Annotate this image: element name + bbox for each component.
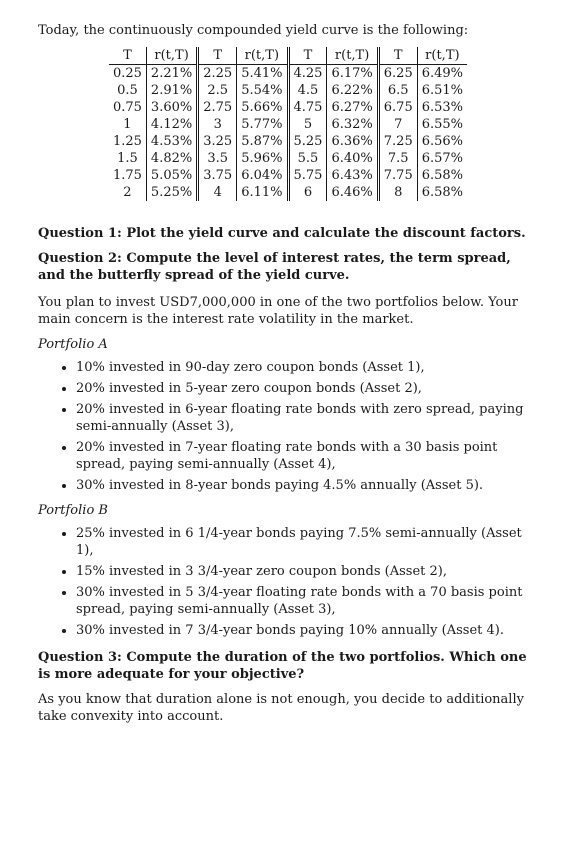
table-cell: 5.87% — [237, 133, 288, 150]
table-cell: 6 — [288, 184, 327, 201]
list-item: • 30% invested in 5 3/4-year floating rate bonds with a 70 basis point spread, paying semi-annually (Asset 3), — [76, 584, 538, 618]
table-cell: 3.60% — [146, 99, 197, 116]
closing-text: As you know that duration alone is not enough, you decide to additionally take convexity into account. — [38, 692, 524, 724]
table-cell: 1.75 — [112, 168, 142, 183]
table-cell: 4.82% — [146, 150, 197, 167]
table-row — [109, 184, 467, 201]
table-cell: 5.77% — [237, 116, 288, 133]
table-cell: 6.58% — [417, 184, 467, 201]
table-cell: 1.25 — [112, 134, 142, 149]
table-cell: 6.46% — [327, 184, 378, 201]
table-cell: 5.66% — [237, 99, 288, 116]
question-2: Question 2: Compute the level of interest rates, the term spread, and the butterfly spread of the yield curve. — [38, 251, 511, 283]
table-cell: 5.54% — [237, 82, 288, 99]
table-row — [109, 65, 467, 83]
question-1: Question 1: Plot the yield curve and calculate the discount factors. — [38, 226, 526, 241]
table-cell: 6.55% — [417, 116, 467, 133]
table-cell: 5 — [288, 116, 327, 133]
table-cell: 6.22% — [327, 82, 378, 99]
table-cell: 4 — [198, 184, 237, 201]
table-row — [109, 82, 467, 99]
table-cell: 2.21% — [146, 65, 197, 83]
table-cell: 4.5 — [288, 82, 327, 99]
table-cell: 5.25 — [288, 133, 327, 150]
table-cell: 0.25 — [112, 66, 142, 81]
table-cell: 0.5 — [117, 83, 138, 98]
portfolio-b-list — [38, 525, 538, 639]
list-item: • 30% invested in 7 3/4-year bonds paying 10% annually (Asset 4). — [76, 622, 538, 639]
table-cell: 6.11% — [237, 184, 288, 201]
table-cell: 6.57% — [417, 150, 467, 167]
header-cell: T — [198, 47, 237, 65]
plan-text: You plan to invest USD7,000,000 in one of the two portfolios below. Your main concern is the interest rate volatility in the market. — [38, 295, 518, 327]
table-cell: 6.53% — [417, 99, 467, 116]
intro-text: Today, the continuously compounded yield curve is the following: — [38, 23, 469, 38]
header-cell: T — [109, 47, 146, 65]
table-row — [109, 133, 467, 150]
table-cell: 6.43% — [327, 167, 378, 184]
table-cell: 6.17% — [327, 65, 378, 83]
table-cell: 6.32% — [327, 116, 378, 133]
table-row — [109, 167, 467, 184]
table-cell: 3.75 — [198, 167, 237, 184]
table-cell: 6.25 — [378, 65, 417, 83]
question-3: Question 3: Compute the duration of the two portfolios. Which one is more adequate for your objective? — [38, 650, 527, 682]
portfolio-b-title: Portfolio B — [38, 503, 108, 518]
table-cell: 2.75 — [198, 99, 237, 116]
table-cell: 4.12% — [146, 116, 197, 133]
table-cell: 5.5 — [288, 150, 327, 167]
table-cell: 6.75 — [378, 99, 417, 116]
list-item: • 20% invested in 5-year zero coupon bonds (Asset 2), — [76, 380, 538, 397]
portfolio-a-list — [38, 359, 538, 494]
header-cell: r(t,T) — [327, 47, 378, 65]
table-cell: 6.5 — [378, 82, 417, 99]
table-cell: 6.58% — [417, 167, 467, 184]
table-cell: 0.75 — [112, 100, 142, 115]
table-cell: 6.56% — [417, 133, 467, 150]
table-cell: 6.51% — [417, 82, 467, 99]
table-cell: 5.05% — [146, 167, 197, 184]
table-cell: 2.5 — [198, 82, 237, 99]
list-item: • 10% invested in 90-day zero coupon bonds (Asset 1), — [76, 359, 538, 376]
header-cell: r(t,T) — [146, 47, 197, 65]
table-cell: 5.41% — [237, 65, 288, 83]
list-item: • 20% invested in 6-year floating rate bonds with zero spread, paying semi-annually (Asset 3), — [76, 401, 538, 435]
table-cell: 6.04% — [237, 167, 288, 184]
list-item: • 15% invested in 3 3/4-year zero coupon bonds (Asset 2), — [76, 563, 538, 580]
portfolio-a-title: Portfolio A — [38, 337, 108, 352]
table-cell: 2 — [123, 185, 132, 200]
table-cell: 5.75 — [288, 167, 327, 184]
table-cell: 3.5 — [198, 150, 237, 167]
table-cell: 7.25 — [378, 133, 417, 150]
table-cell: 4.53% — [146, 133, 197, 150]
table-cell: 2.25 — [198, 65, 237, 83]
table-row — [109, 99, 467, 116]
table-row — [109, 116, 467, 133]
table-cell: 4.75 — [288, 99, 327, 116]
table-cell: 3.25 — [198, 133, 237, 150]
list-item: • 30% invested in 8-year bonds paying 4.5% annually (Asset 5). — [76, 477, 538, 494]
header-cell: T — [378, 47, 417, 65]
header-cell: r(t,T) — [417, 47, 467, 65]
table-cell: 7.75 — [378, 167, 417, 184]
table-cell: 5.25% — [146, 184, 197, 201]
list-item: • 20% invested in 7-year floating rate bonds with a 30 basis point spread, paying semi-annually (Asset 4), — [76, 439, 538, 473]
table-cell: 4.25 — [288, 65, 327, 83]
table-cell: 5.96% — [237, 150, 288, 167]
table-cell: 6.36% — [327, 133, 378, 150]
table-header-row — [109, 47, 467, 65]
table-row — [109, 150, 467, 167]
table-cell: 6.40% — [327, 150, 378, 167]
yield-curve-table — [109, 47, 467, 201]
table-cell: 1 — [123, 117, 132, 132]
table-cell: 6.27% — [327, 99, 378, 116]
header-cell: T — [288, 47, 327, 65]
table-cell: 8 — [378, 184, 417, 201]
table-cell: 1.5 — [117, 151, 138, 166]
list-item: • 25% invested in 6 1/4-year bonds paying 7.5% semi-annually (Asset 1), — [76, 525, 538, 559]
header-cell: r(t,T) — [237, 47, 288, 65]
table-cell: 6.49% — [417, 65, 467, 83]
table-cell: 7.5 — [378, 150, 417, 167]
table-cell: 3 — [198, 116, 237, 133]
table-cell: 7 — [378, 116, 417, 133]
table-cell: 2.91% — [146, 82, 197, 99]
